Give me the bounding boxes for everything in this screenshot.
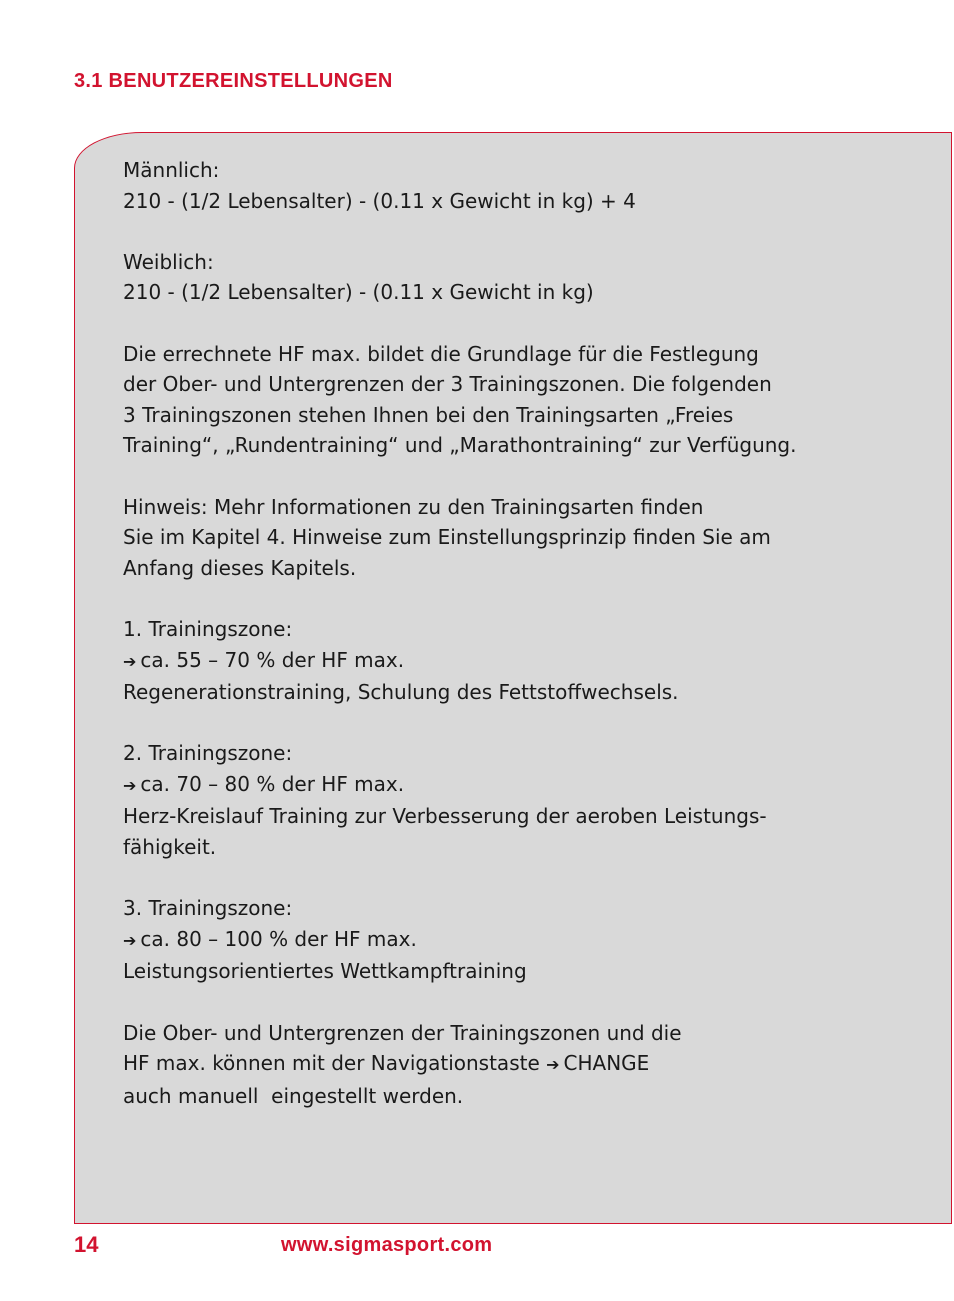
closing-line: Die Ober- und Untergrenzen der Trainingszonen und die [123, 1020, 682, 1045]
arrow-right-icon: ➔ [123, 930, 137, 950]
female-label: Weiblich: [123, 249, 214, 274]
arrow-right-icon: ➔ [546, 1055, 560, 1075]
zone-2-range: ca. 70 – 80 % der HF max. [140, 771, 405, 796]
closing-line [123, 1048, 863, 1081]
hint-line: Hinweis: Mehr Informationen zu den Trainingsarten finden [123, 494, 704, 519]
intro-paragraph [123, 339, 863, 461]
zone-3-range-line [123, 924, 863, 957]
closing-text: HF max. können mit der Navigationstaste [123, 1051, 540, 1076]
zone-2-range-line [123, 769, 863, 802]
hint-line: Anfang dieses Kapitels. [123, 555, 357, 580]
content-text [123, 155, 863, 1142]
arrow-right-icon: ➔ [123, 775, 137, 795]
zone-1-range: ca. 55 – 70 % der HF max. [140, 647, 405, 672]
zone-3-range: ca. 80 – 100 % der HF max. [140, 926, 417, 951]
website-url: www.sigmasport.com [281, 1234, 493, 1256]
zone-3-description: Leistungsorientiertes Wettkampftraining [123, 959, 527, 984]
intro-line: 3 Trainingszonen stehen Ihnen bei den Trainingsarten „Freies [123, 402, 734, 427]
arrow-right-icon: ➔ [123, 651, 137, 671]
female-formula-block [123, 247, 863, 308]
intro-line: Training“, „Rundentraining“ und „Marathontraining“ zur Verfügung. [123, 433, 797, 458]
zone-2-description: fähigkeit. [123, 835, 217, 860]
zone-1-description: Regenerationstraining, Schulung des Fettstoffwechsels. [123, 680, 679, 705]
intro-line: Die errechnete HF max. bildet die Grundlage für die Festlegung [123, 341, 759, 366]
zone-1-range-line [123, 645, 863, 678]
change-key-label: CHANGE [563, 1051, 650, 1076]
intro-line: der Ober- und Untergrenzen der 3 Trainingszonen. Die folgenden [123, 372, 772, 397]
zone-3-label: 3. Trainingszone: [123, 896, 293, 921]
male-formula-block [123, 155, 863, 216]
closing-paragraph [123, 1018, 863, 1112]
zone-1-block [123, 614, 863, 708]
hint-paragraph [123, 492, 863, 584]
closing-line: auch manuell eingestellt werden. [123, 1083, 464, 1108]
page-number: 14 [74, 1232, 99, 1257]
zone-2-description: Herz-Kreislauf Training zur Verbesserung der aeroben Leistungs- [123, 804, 767, 829]
male-label: Männlich: [123, 158, 220, 182]
zone-1-label: 1. Trainingszone: [123, 616, 293, 641]
hint-line: Sie im Kapitel 4. Hinweise zum Einstellungsprinzip finden Sie am [123, 525, 771, 550]
zone-2-block [123, 738, 863, 862]
zone-2-label: 2. Trainingszone: [123, 741, 293, 766]
male-formula: 210 - (1/2 Lebensalter) - (0.11 x Gewicht in kg) + 4 [123, 188, 636, 213]
female-formula: 210 - (1/2 Lebensalter) - (0.11 x Gewicht in kg) [123, 280, 594, 305]
zone-3-block [123, 893, 863, 987]
section-title: 3.1 BENUTZEREINSTELLUNGEN [74, 70, 393, 92]
